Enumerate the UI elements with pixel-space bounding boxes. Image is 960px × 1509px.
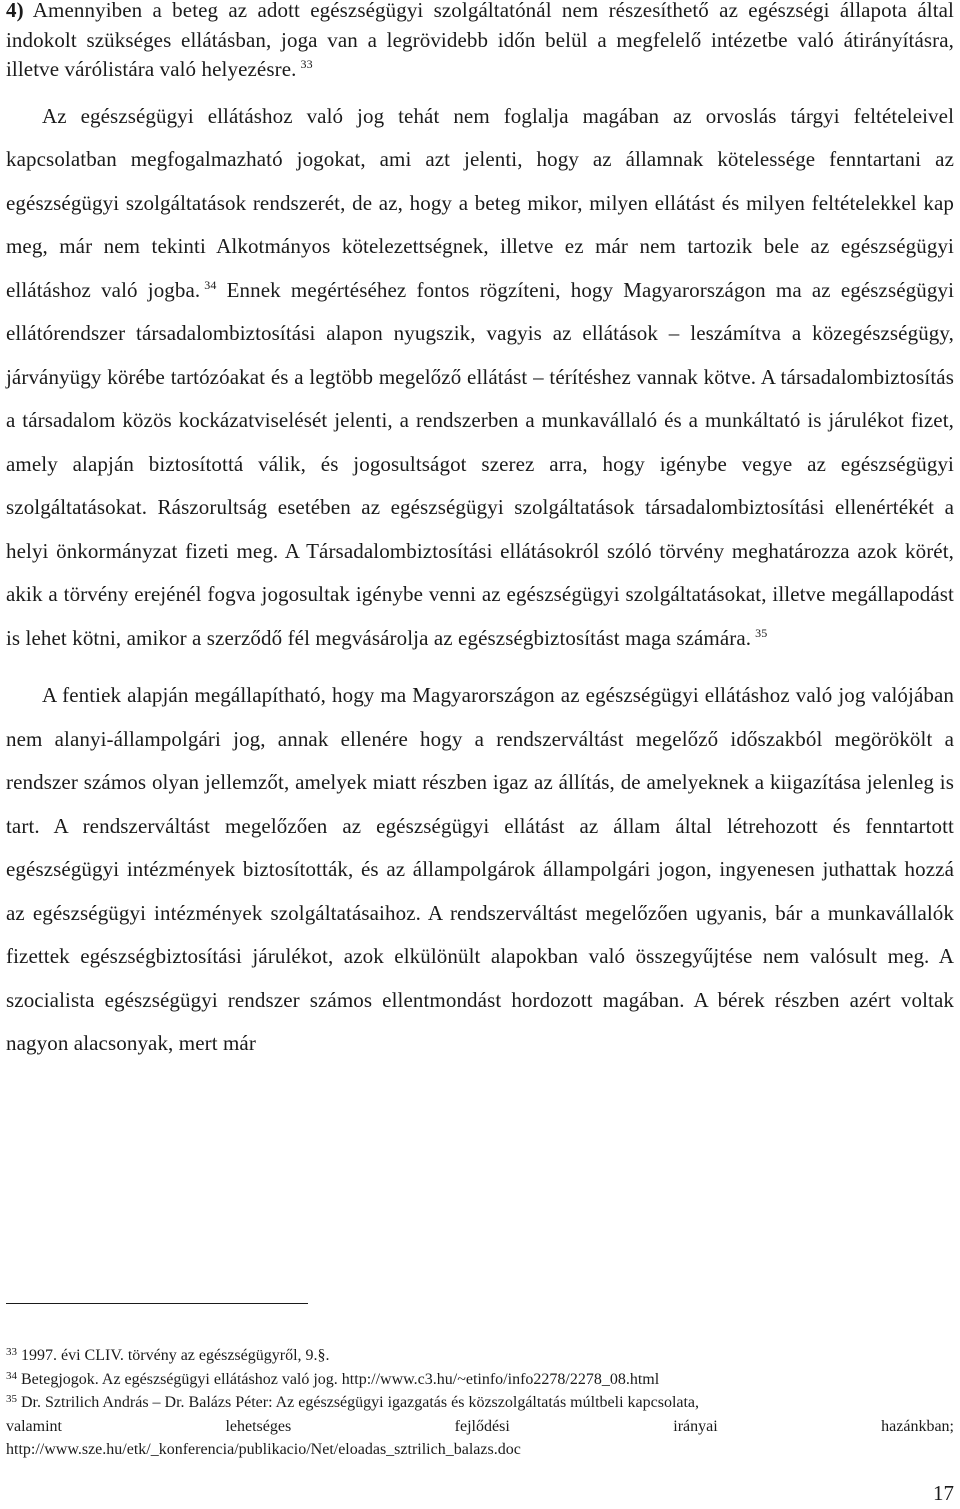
footnote-35 <box>6 1391 954 1415</box>
footnote-34-text[interactable]: Betegjogok. Az egészségügyi ellátáshoz való jog. http://www.c3.hu/~etinfo/info2278/2278_08.html <box>21 1370 660 1388</box>
footnote-35-link[interactable]: http://www.sze.hu/etk/_konferencia/publikacio/Net/eloadas_sztrilich_balazs.doc <box>6 1441 521 1458</box>
footnote-34-number: 34 <box>6 1369 17 1382</box>
paragraph-jog-text-2: Ennek megértéséhez fontos rögzíteni, hogy Magyarországon ma az egészségügyi ellátórendszer társadalombiztosítási alapon nyugszik, vagyis az ellátások – leszámítva a közegészségügy, járványügy körébe tartózóakat és a legtöbb megelőző ellátást – térítéshez vannak kötve. A társadalombiztosítás a társadalom közös kockázatviselését jelenti, a rendszerben a munkavállaló és a munkáltató is járulékot fizet, amely alapján biztosítottá válik, és jogosultságot szerez arra, hogy igénybe vegye az egészségügyi szolgáltatásokat. Rászorultság esetében az egészségügyi szolgáltatások társadalombiztosítási ellenértékét a helyi önkormányzat fizeti meg. A Társadalombiztosítási ellátásokról szóló törvény meghatározza azok körét, akik a törvény erejénél fogva jogosultak igénybe venni az egészségügyi szolgáltatásokat, illetve megállapodást is lehet kötni, amikor a szerződő fél megvásárolja az egészségbiztosítást maga számára. <box>6 277 954 650</box>
footnote-35-line-2: valamint lehetséges fejlődési irányai hazánkban; <box>6 1417 954 1435</box>
footnote-35-number: 35 <box>6 1393 17 1405</box>
paragraph-jog <box>6 95 954 661</box>
footnote-33 <box>6 1344 954 1368</box>
footnote-ref-34[interactable]: 34 <box>204 277 217 292</box>
footnote-34 <box>6 1368 954 1392</box>
page-number: 17 <box>933 1481 954 1505</box>
footnote-separator <box>6 1303 308 1304</box>
paragraph-4 <box>6 0 954 85</box>
footnotes <box>6 1344 954 1462</box>
footnote-ref-35[interactable]: 35 <box>755 625 768 640</box>
footnote-33-number: 33 <box>6 1346 17 1358</box>
list-marker: 4) <box>6 0 24 22</box>
paragraph-fentiek <box>6 674 954 1066</box>
paragraph-jog-text-1: Az egészségügyi ellátáshoz való jog tehát nem foglalja magában az orvoslás tárgyi feltételeivel kapcsolatban megfogalmazható jogokat, ami azt jelenti, hogy az államnak kötelessége fenntartani az egészségügyi szolgáltatások rendszerét, de az, hogy a beteg mikor, milyen ellátást és milyen feltételekkel kap meg, már nem tekinti Alkotmányos kötelezettségnek, illetve ez már nem tartozik bele az egészségügyi ellátáshoz való jogba. <box>6 103 954 302</box>
paragraph-fentiek-text: A fentiek alapján megállapítható, hogy ma Magyarországon az egészségügyi ellátáshoz való jog valójában nem alanyi-állampolgári jog, annak ellenére hogy a rendszerváltást megelőző időszakból megörökölt a rendszer számos olyan jellemzőt, amelyek miatt részben igaz az állítás, de amelyeknek a kiigazítása jelenleg is tart. A rendszerváltást megelőzően az egészségügyi ellátást az állam által létrehozott és fenntartott egészségügyi intézmények biztosították, és az állampolgárok állampolgári jogon, ingyenesen juthattak hozzá az egészségügyi intézmények szolgáltatásaihoz. A rendszerváltást megelőzően ugyanis, bár a munkavállalók fizettek egészségbiztosítási járulékot, azok elkülönült alapokban való összegyűjtése nem valósult meg. A szocialista egészségügyi rendszer számos ellentmondást hordozott magában. A bérek részben azért voltak nagyon alacsonyak, mert már <box>6 683 954 1055</box>
document-page <box>6 0 954 1066</box>
paragraph-4-text: Amennyiben a beteg az adott egészségügyi szolgáltatónál nem részesíthető az egészségi állapota által indokolt szükséges ellátásban, joga van a legrövidebb időn belül a megfelelő intézetbe való átirányításra, illetve várólistára való helyezésre. <box>6 0 954 81</box>
footnote-35-line-1: Dr. Sztrilich András – Dr. Balázs Péter: Az egészségügyi igazgatás és közszolgáltatás múltbeli kapcsolata, <box>21 1394 700 1411</box>
footnote-ref-33[interactable]: 33 <box>300 57 313 71</box>
footnote-33-text: 1997. évi CLIV. törvény az egészségügyről, 9.§. <box>21 1347 330 1364</box>
